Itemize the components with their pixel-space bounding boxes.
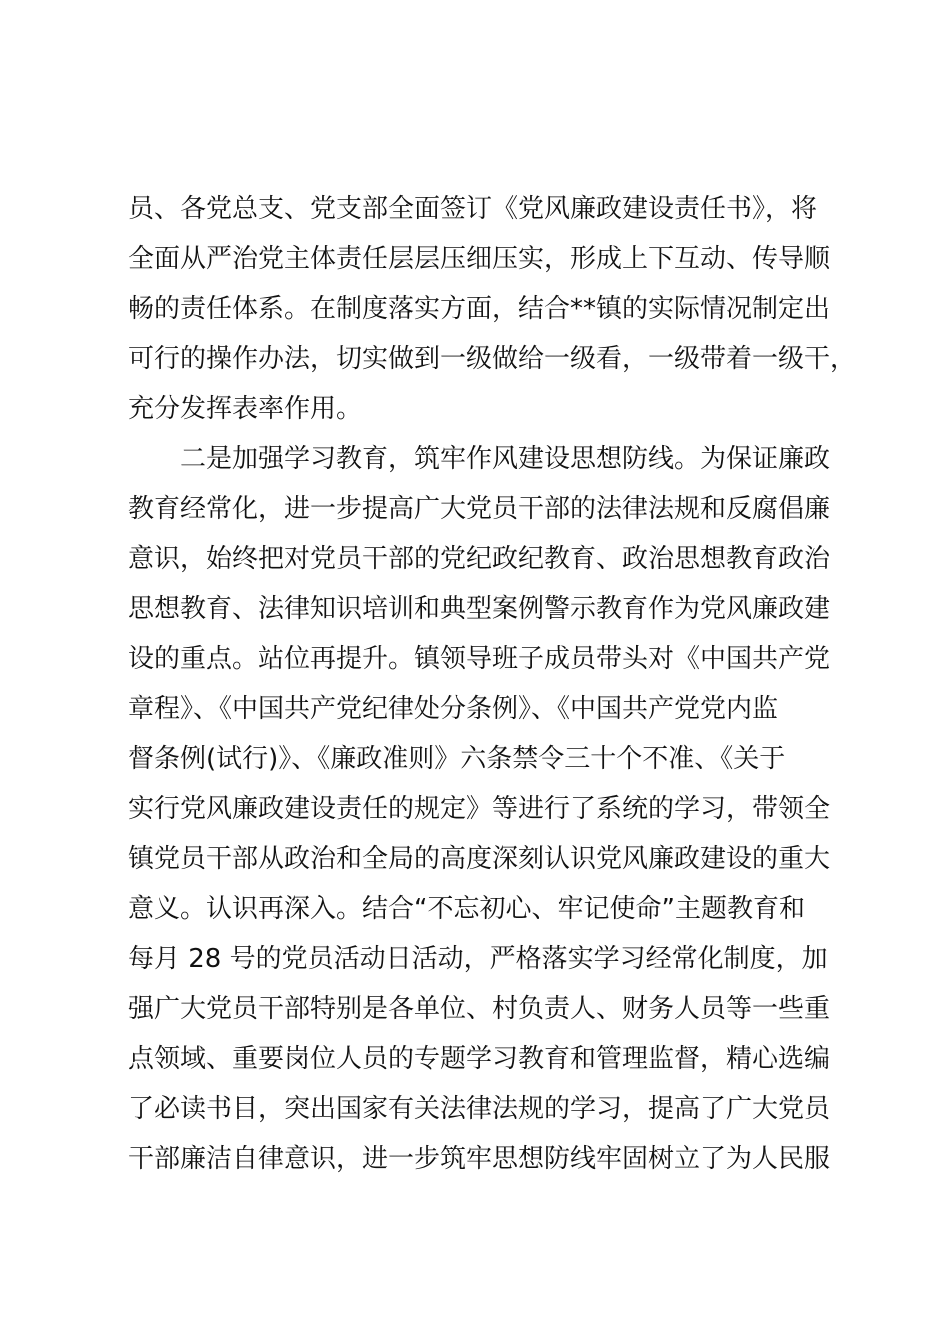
text-line: 实行党风廉政建设责任的规定》等进行了系统的学习，带领全	[128, 794, 831, 824]
text-line: 督条例(试行)》、《廉政准则》六条禁令三十个不准、《关于	[128, 744, 786, 774]
text-line: 了必读书目，突出国家有关法律法规的学习，提高了广大党员	[128, 1094, 831, 1124]
text-line: 点领域、重要岗位人员的专题学习教育和管理监督，精心选编	[128, 1044, 831, 1074]
document-body	[128, 184, 868, 1184]
text-line: 教育经常化，进一步提高广大党员干部的法律法规和反腐倡廉	[128, 494, 831, 524]
text-line: 可行的操作办法，切实做到一级做给一级看，一级带着一级干，	[128, 344, 857, 374]
text-line: 充分发挥表率作用。	[128, 394, 363, 424]
text-line: 章程》、《中国共产党纪律处分条例》、《中国共产党党内监	[128, 694, 779, 724]
text-line: 全面从严治党主体责任层层压细压实，形成上下互动、传导顺	[128, 244, 831, 274]
text-line: 每月 28 号的党员活动日活动，严格落实学习经常化制度，加	[128, 944, 828, 974]
text-line: 思想教育、法律知识培训和典型案例警示教育作为党风廉政建	[128, 594, 831, 624]
paragraph-responsibility-system	[128, 184, 868, 434]
text-line: 意识，始终把对党员干部的党纪政纪教育、政治思想教育政治	[128, 544, 831, 574]
text-line: 干部廉洁自律意识，进一步筑牢思想防线牢固树立了为人民服	[128, 1144, 831, 1174]
text-line: 二是加强学习教育，筑牢作风建设思想防线。为保证廉政	[180, 444, 831, 474]
paragraph-study-education	[128, 434, 868, 1184]
text-line: 设的重点。站位再提升。镇领导班子成员带头对《中国共产党	[128, 644, 831, 674]
text-line: 镇党员干部从政治和全局的高度深刻认识党风廉政建设的重大	[128, 844, 831, 874]
text-line: 员、各党总支、党支部全面签订《党风廉政建设责任书》，将	[128, 194, 818, 224]
text-line: 意义。认识再深入。结合“不忘初心、牢记使命”主题教育和	[128, 894, 805, 924]
text-line: 强广大党员干部特别是各单位、村负责人、财务人员等一些重	[128, 994, 831, 1024]
text-line: 畅的责任体系。在制度落实方面，结合**镇的实际情况制定出	[128, 294, 831, 324]
